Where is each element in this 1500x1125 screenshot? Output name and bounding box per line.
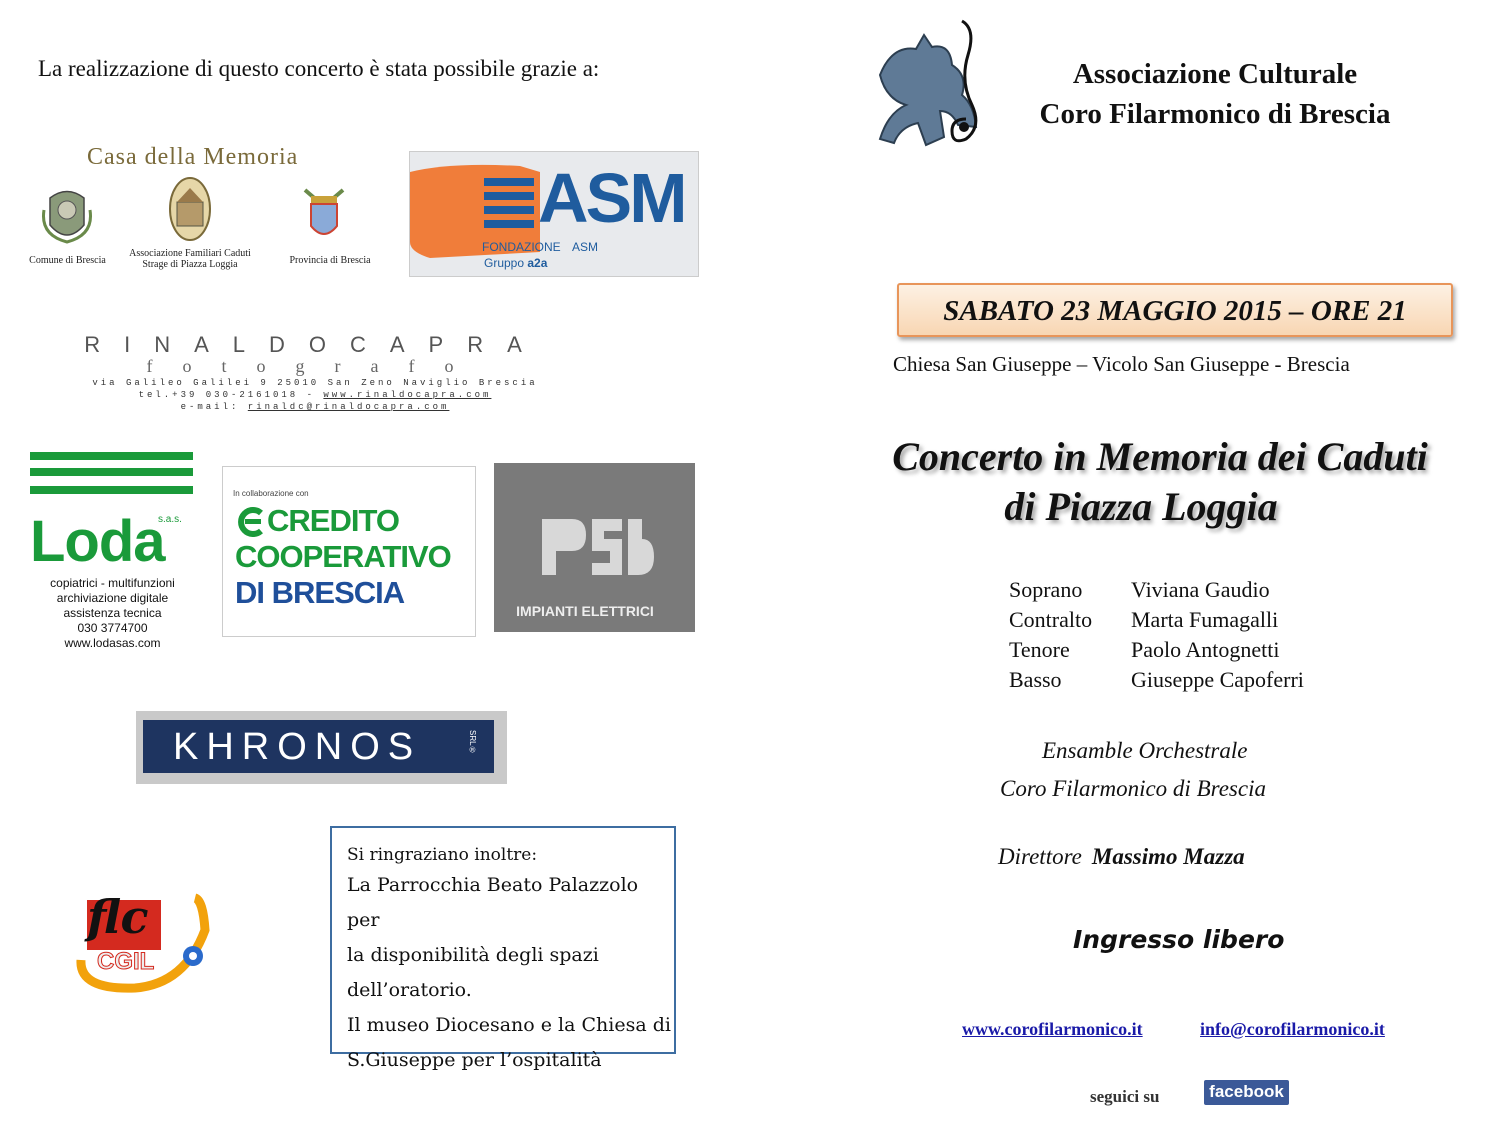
choir-lion-logo-icon [872,15,992,155]
loda-logo [30,452,195,657]
facebook-button[interactable]: facebook [1204,1080,1289,1105]
soloist-role: Basso [1009,667,1062,692]
asm-fondazione-asm: ASM [572,240,599,254]
soloist-row [1009,605,1304,635]
loda-wordmark: Loda [30,509,165,574]
capra-address: via Galileo Galilei 9 25010 San Zeno Naviglio Brescia [92,378,538,388]
loda-line: archiviazione digitale [56,591,169,605]
asm-wordmark: ASM [538,159,685,237]
loda-line: 030 3774700 [77,621,148,635]
association-caption-2: Strage di Piazza Loggia [142,259,238,270]
asm-a2a: a2a [527,256,548,270]
soloist-row [1009,635,1304,665]
admission-note: Ingresso libero [1073,925,1285,954]
website-link[interactable]: www.corofilarmonico.it [962,1019,1143,1039]
soloist-role: Contralto [1009,607,1093,632]
provincia-crest-icon [297,180,352,250]
asm-gruppo: Gruppo [484,256,525,270]
comune-caption: Comune di Brescia [29,255,106,266]
khronos-srl: SRL® [468,730,477,755]
psb-caption: IMPIANTI ELETTRICI [516,603,654,619]
choir-name: Coro Filarmonico di Brescia [1000,776,1266,801]
psb-monogram-icon [538,515,658,585]
rinaldo-capra-logo [55,332,575,422]
loda-bar [30,486,193,494]
soloist-name: Viviana Gaudio [1131,577,1270,602]
event-date-box [897,283,1453,337]
fondazione-asm-logo [409,151,699,277]
director-name: Massimo Mazza [1091,844,1245,869]
loda-line: assistenza tecnica [63,606,162,620]
capra-email-label: e-mail: [180,402,240,412]
bcc-line3: DI BRESCIA [235,575,405,610]
soloist-row [1009,665,1304,695]
asm-fondazione: FONDAZIONE [482,240,561,254]
association-line1: Associazione Culturale [1072,58,1358,90]
flc-cgil-logo [75,890,215,995]
soloist-name: Marta Fumagalli [1131,607,1279,632]
khronos-wordmark: KHRONOS [173,726,422,768]
loda-details [30,576,195,651]
credito-cooperativo-logo [222,466,476,637]
capra-web-link[interactable]: www.rinaldocapra.com [323,390,492,400]
loda-line: copiatrici - multifunzioni [50,576,175,590]
association-seal-icon [165,174,215,244]
khronos-panel [143,720,494,773]
capra-email-link[interactable]: rinaldc@rinaldocapra.com [247,402,450,412]
thanks-box [330,826,676,1071]
soloist-row [1009,575,1304,605]
provincia-caption: Provincia di Brescia [289,255,371,266]
concert-title-line2: di Piazza Loggia [1004,484,1278,529]
event-location: Chiesa San Giuseppe – Vicolo San Giuseppe - Brescia [893,352,1350,376]
bcc-line1: CREDITO [267,503,399,538]
capra-tel: tel.+39 030-2161018 - [138,390,315,400]
thanks-line: la disponibilità degli spazi [347,944,599,966]
soloist-role: Soprano [1009,577,1083,602]
casa-title: Casa della Memoria [87,144,299,170]
capra-contacts [55,389,575,401]
association-name [1000,54,1430,134]
soloist-role: Tenore [1009,637,1070,662]
thanks-line: Si ringraziano inoltre: [347,845,538,865]
loda-bar [30,468,193,476]
bcc-collab: In collaborazione con [233,489,309,498]
director-label: Direttore [998,844,1082,869]
thanks-line: La Parrocchia Beato Palazzolo per [347,874,639,931]
concert-title-line1: Concerto in Memoria dei Caduti [892,434,1428,479]
cgil-wordmark: CGIL [97,948,155,975]
follow-label: seguici su [1090,1087,1160,1106]
director [998,844,1245,870]
sponsors-header: La realizzazione di questo concerto è stata possibile grazie a: [38,56,600,81]
thanks-line: dell’oratorio. [347,979,472,1001]
flc-wordmark: flc [87,890,149,944]
capra-email-line [55,401,575,413]
khronos-logo [136,711,507,784]
loda-line: www.lodasas.com [64,636,161,650]
soloist-name: Paolo Antognetti [1131,637,1280,662]
event-date: SABATO 23 MAGGIO 2015 – ORE 21 [943,295,1407,327]
psb-logo [494,463,695,632]
thanks-line: S.Giuseppe per l’ospitalità [347,1049,602,1071]
capra-subtitle: fotografo [146,356,484,376]
loda-bar [30,452,193,460]
soloist-name: Giuseppe Capoferri [1131,667,1304,692]
loda-sas: s.a.s. [158,514,182,525]
soloists-list [1009,575,1304,695]
comune-crest-icon [40,180,95,250]
thanks-line: Il museo Diocesano e la Chiesa di [347,1014,671,1036]
association-line2: Coro Filarmonico di Brescia [1039,98,1391,130]
casa-della-memoria-logo [25,140,385,270]
email-link[interactable]: info@corofilarmonico.it [1200,1019,1385,1039]
capra-name: RINALDOCAPRA [84,332,546,357]
concert-title [840,432,1480,532]
bcc-line2: COOPERATIVO [235,539,451,574]
bcc-symbol-icon [235,507,265,537]
association-caption-1: Associazione Familiari Caduti [129,248,251,259]
ensemble-name: Ensamble Orchestrale [1042,738,1248,763]
